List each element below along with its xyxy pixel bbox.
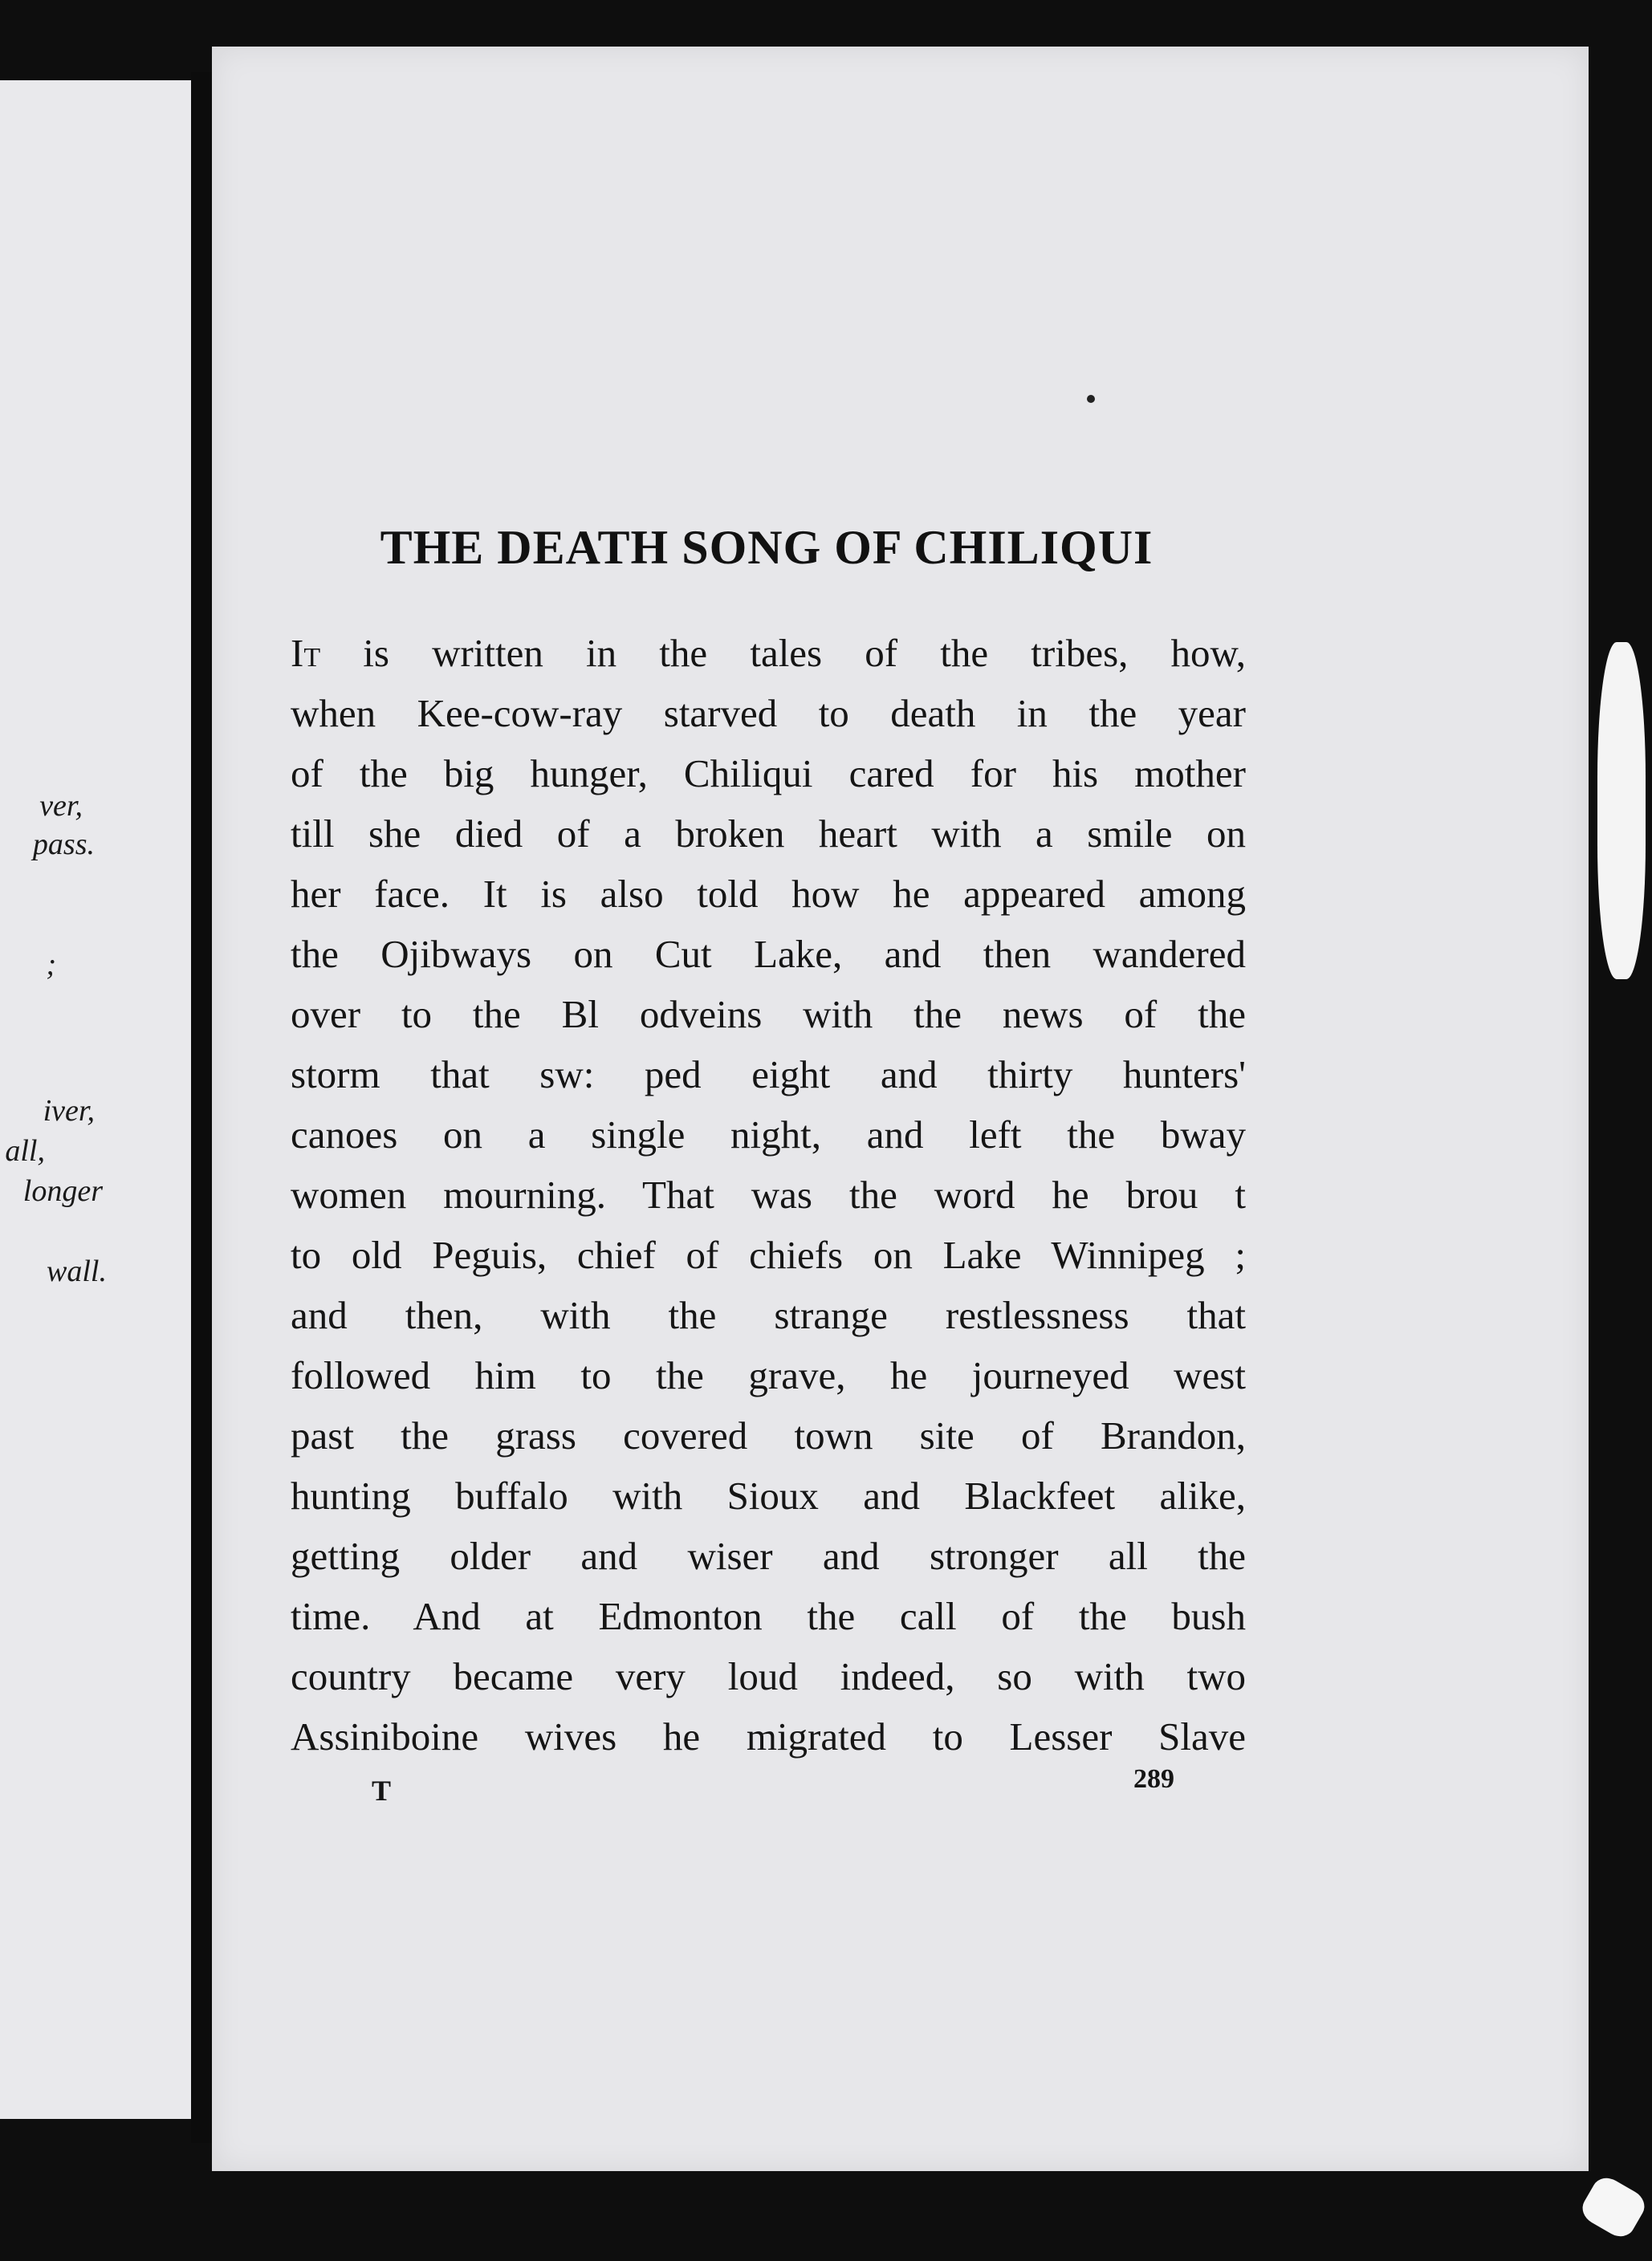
text-line: till she died of a broken heart with a smile on	[291, 811, 1246, 856]
text-line: when Kee-cow-ray starved to death in the year	[291, 691, 1246, 735]
text-line: storm that sw: ped eight and thirty hunters'	[291, 1052, 1246, 1096]
text-line: the Ojibways on Cut Lake, and then wandered	[291, 932, 1246, 976]
page-number: 289	[1133, 1764, 1174, 1794]
text-line: Assiniboine wives he migrated to Lesser Slave	[291, 1714, 1246, 1759]
body-text	[291, 623, 1246, 1767]
ink-speck	[1087, 395, 1095, 403]
text-line	[291, 623, 1246, 683]
text-line: getting older and wiser and stronger all the	[291, 1534, 1246, 1578]
fragment-line: iver,	[43, 1094, 95, 1128]
book-gutter	[191, 72, 212, 2143]
scan-edge-blot	[1577, 2173, 1650, 2243]
scan-edge-blot	[1597, 642, 1646, 979]
text-line: and then, with the strange restlessness that	[291, 1293, 1246, 1337]
chapter-title: THE DEATH SONG OF CHILIQUI	[380, 521, 1154, 574]
text-line: followed him to the grave, he journeyed west	[291, 1353, 1246, 1397]
text-line: past the grass covered town site of Brandon,	[291, 1413, 1246, 1458]
text-line: time. And at Edmonton the call of the bush	[291, 1594, 1246, 1638]
fragment-line: pass.	[32, 828, 95, 861]
fragment-line: all,	[5, 1134, 45, 1168]
fragment-line: ;	[46, 948, 56, 982]
fragment-line: wall.	[47, 1255, 107, 1288]
text-line: women mourning. That was the word he brou t	[291, 1173, 1246, 1217]
previous-page-fragment	[0, 80, 191, 2119]
text-line: her face. It is also told how he appeared among	[291, 872, 1246, 916]
text-line: to old Peguis, chief of chiefs on Lake Winnipeg ;	[291, 1233, 1246, 1277]
text-line: of the big hunger, Chiliqui cared for his mother	[291, 751, 1246, 795]
text-line: country became very loud indeed, so with two	[291, 1654, 1246, 1698]
line-rest: is written in the tales of the tribes, how,	[320, 631, 1246, 675]
text-line: canoes on a single night, and left the bway	[291, 1112, 1246, 1157]
text-line: over to the Bl odveins with the news of the	[291, 992, 1246, 1036]
fragment-line: ver,	[39, 789, 83, 823]
previous-page-text	[0, 80, 107, 2119]
signature-mark: T	[372, 1775, 392, 1807]
text-line: hunting buffalo with Sioux and Blackfeet alike,	[291, 1474, 1246, 1518]
drop-cap: It	[291, 631, 321, 675]
fragment-line: longer	[22, 1174, 103, 1208]
